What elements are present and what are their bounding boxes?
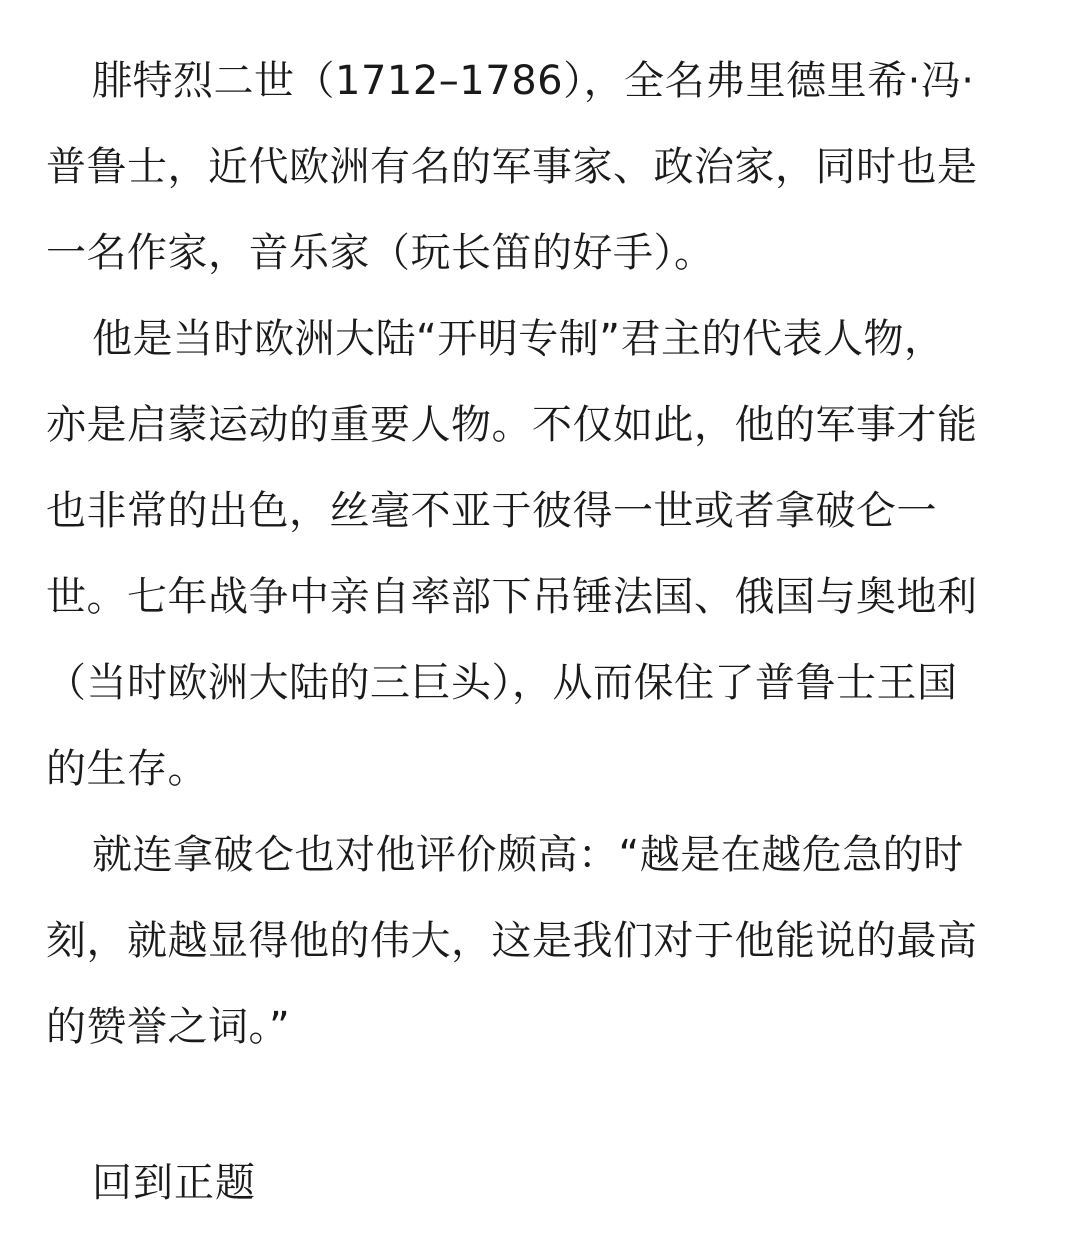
section-heading: 回到正题	[92, 1160, 256, 1206]
paragraph-line: （当时欧洲大陆的三巨头），从而保住了普鲁士王国	[46, 660, 958, 706]
paragraph-line: 的赞誉之词。”	[46, 1004, 291, 1050]
paragraph-line: 腓特烈二世（1712–1786），全名弗里德里希·冯·	[92, 58, 975, 104]
paragraph-line: 世。七年战争中亲自率部下吊锤法国、俄国与奥地利	[46, 574, 978, 620]
paragraph-enlightened-monarch	[46, 296, 1036, 812]
paragraph-line: 一名作家，音乐家（玩长笛的好手）。	[46, 230, 715, 276]
paragraph-line: 亦是启蒙运动的重要人物。不仅如此，他的军事才能	[46, 402, 978, 448]
paragraph-line: 刻，就越显得他的伟大，这是我们对于他能说的最高	[46, 918, 978, 964]
paragraph-line: 就连拿破仑也对他评价颇高：“越是在越危急的时	[92, 832, 964, 878]
paragraph-napoleon-quote	[46, 812, 1036, 1070]
paragraph-line: 的生存。	[46, 746, 208, 792]
paragraph-line: 普鲁士，近代欧洲有名的军事家、政治家，同时也是	[46, 144, 978, 190]
paragraph-line: 他是当时欧洲大陆“开明专制”君主的代表人物，	[92, 316, 945, 362]
paragraph-line: 也非常的出色，丝毫不亚于彼得一世或者拿破仑一	[46, 488, 937, 534]
paragraph-frederick-intro	[46, 38, 1036, 296]
